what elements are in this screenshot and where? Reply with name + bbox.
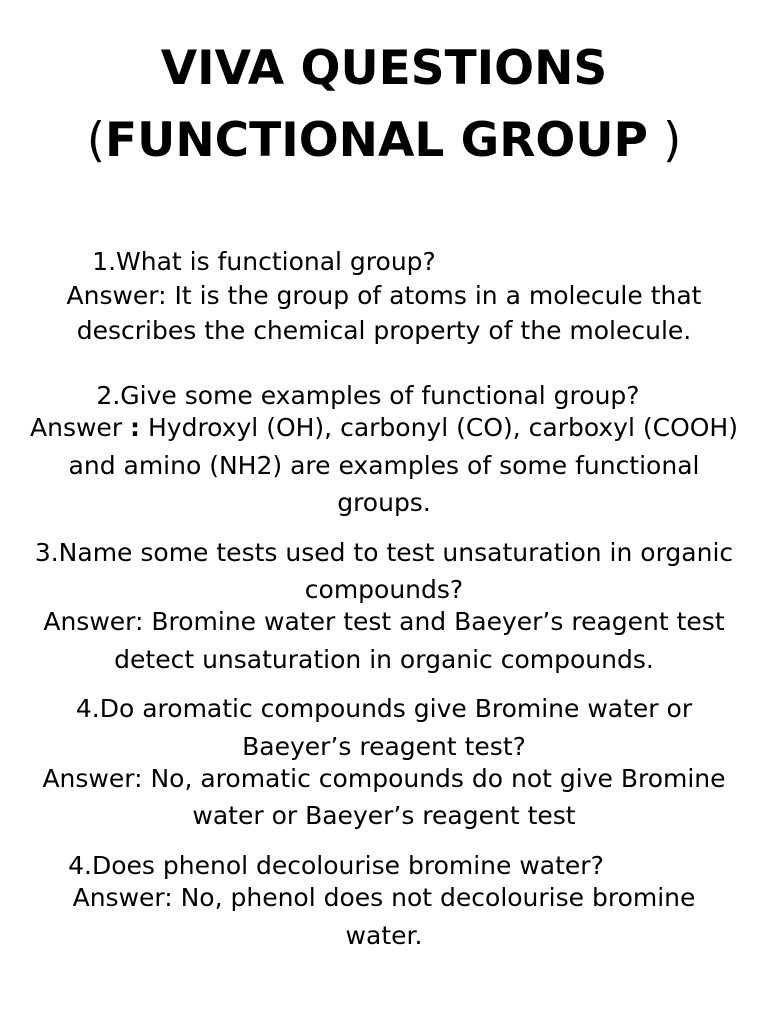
answer-1-line-2: describes the chemical property of the molecule. (76, 316, 692, 345)
question-5: 4.Does phenol decolourise bromine water? (68, 851, 604, 880)
title-text: FUNCTIONAL GROUP (105, 113, 649, 168)
answer-4-line-1: Answer: No, aromatic compounds do not give Bromine (42, 764, 726, 793)
answer-4-line-2: water or Baeyer’s reagent test (192, 801, 576, 830)
title-close-paren: ) (648, 113, 682, 168)
answer-1-line-1: Answer: It is the group of atoms in a molecule that (66, 281, 702, 310)
question-1: 1.What is functional group? (92, 247, 436, 276)
answer-3-line-1: Answer: Bromine water test and Baeyer’s reagent test (43, 607, 725, 636)
title-line-1: VIVA QUESTIONS (160, 41, 608, 96)
question-3-line-2: compounds? (304, 575, 464, 604)
answer-2-line-1-rest: Hydroxyl (OH), carbonyl (CO), carboxyl (COOH) (140, 413, 738, 442)
answer-2-line-3: groups. (337, 488, 431, 517)
question-3-line-1: 3.Name some tests used to test unsaturation in organic (34, 538, 734, 567)
answer-2-line-1 (0, 415, 768, 440)
answer-2-colon: : (130, 413, 141, 442)
answer-3-line-2: detect unsaturation in organic compounds. (114, 645, 654, 674)
answer-2-prefix: Answer (30, 413, 131, 442)
question-2: 2.Give some examples of functional group? (96, 381, 640, 410)
answer-2-line-2: and amino (NH2) are examples of some functional (68, 451, 700, 480)
question-4-line-1: 4.Do aromatic compounds give Bromine water or (75, 694, 693, 723)
answer-5-line-2: water. (345, 921, 423, 950)
question-4-line-2: Baeyer’s reagent test? (242, 732, 526, 761)
answer-5-line-1: Answer: No, phenol does not decolourise bromine (72, 883, 696, 912)
title-open-paren: ( (86, 113, 106, 168)
title-line-2 (0, 113, 768, 168)
